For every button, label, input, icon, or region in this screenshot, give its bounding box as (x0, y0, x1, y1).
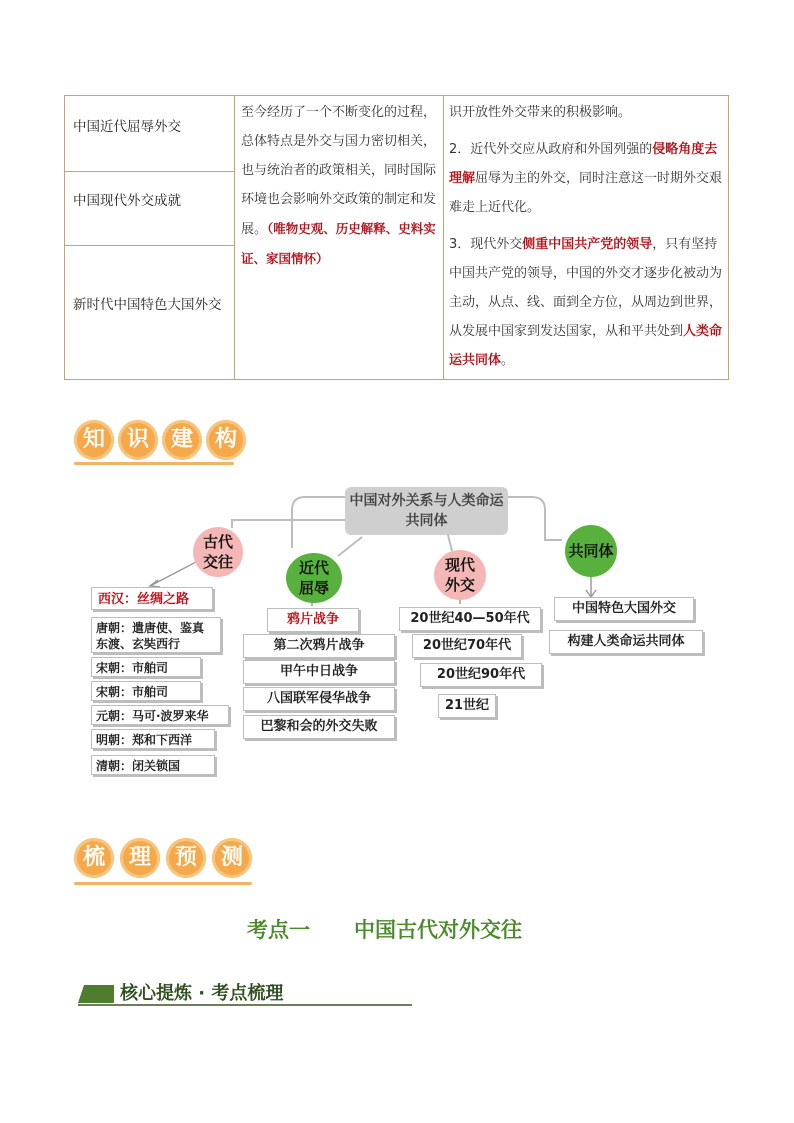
core-header-tab-icon (78, 985, 114, 1003)
branch-modern-humiliation: 近代屈辱 (286, 553, 342, 603)
humiliation-item-eight-nation: 八国联军侵华战争 (243, 687, 395, 711)
banner-char: 理 (120, 838, 160, 878)
ancient-item-yuan: 元朝：马可·波罗来华 (91, 705, 229, 725)
table-row-divider (65, 171, 234, 172)
humiliation-item-sino-japanese-war: 甲午中日战争 (243, 660, 395, 684)
banner-underline (74, 882, 252, 885)
community-item-shared-future: 构建人类命运共同体 (549, 630, 703, 654)
contemporary-item-21st: 21世纪 (438, 694, 496, 718)
contemporary-item-1970s: 20世纪70年代 (412, 634, 522, 658)
ancient-item-tang: 唐朝：遣唐使、鉴真 东渡、玄奘西行 (91, 617, 221, 653)
kaodian-title: 中国古代对外交往 (354, 918, 522, 942)
community-item-major-country: 中国特色大国外交 (554, 597, 694, 621)
banner-char: 预 (166, 838, 206, 878)
table-divider (443, 96, 444, 379)
table-cell-modern-humiliation: 中国近代屈辱外交 (73, 119, 181, 135)
banner-char: 梳 (74, 838, 114, 878)
table-divider (234, 96, 235, 379)
banner-char: 测 (212, 838, 252, 878)
table-cell-modern-achievements: 中国现代外交成就 (73, 193, 181, 209)
branch-ancient: 古代交往 (193, 527, 243, 577)
banner-underline (74, 462, 234, 465)
note-3: 3．现代外交侧重中国共产党的领导，只有坚持中国共产党的领导，中国的外交才逐步化被动为主动，从点、线、面到全方位，从周边到世界，从发展中国家到发达国家，从和平共处到人类命运共同体。 (449, 237, 723, 368)
humiliation-item-opium-war: 鸦片战争 (267, 608, 359, 632)
section-banner-review (74, 836, 264, 882)
overview-text: 至今经历了一个不断变化的过程，总体特点是外交与国力密切相关，也与统治者的政策相关，同时国际环境也会影响外交政策的制定和发展。 (241, 105, 437, 237)
banner-char: 识 (118, 420, 158, 460)
ancient-item-ming: 明朝：郑和下西洋 (91, 729, 215, 749)
contemporary-item-1990s: 20世纪90年代 (420, 663, 542, 687)
banner-char: 知 (74, 420, 114, 460)
banner-char: 建 (162, 420, 202, 460)
core-header-underline (78, 1004, 412, 1006)
ancient-item-song-2: 宋朝：市舶司 (91, 681, 201, 701)
table-cell-notes (449, 98, 725, 377)
table-row-divider (65, 245, 234, 246)
contemporary-item-1940s: 20世纪40—50年代 (399, 607, 541, 631)
humiliation-item-second-opium-war: 第二次鸦片战争 (243, 634, 395, 658)
table-cell-new-era-diplomacy: 新时代中国特色大国外交 (73, 297, 222, 313)
humiliation-item-paris-conference: 巴黎和会的外交失败 (243, 715, 395, 739)
note-2: 2．近代外交应从政府和外国列强的侵略角度去理解屈辱为主的外交，同时注意这一时期外交艰难走上近代化。 (449, 142, 723, 215)
ancient-item-silk-road: 西汉：丝绸之路 (91, 587, 213, 610)
branch-contemporary: 现代外交 (434, 550, 486, 600)
overview-literacy: （唯物史观、历史解释、史料实证、家国情怀） (241, 221, 436, 266)
kaodian-label: 考点一 (247, 918, 310, 942)
ancient-item-song-1: 宋朝：市舶司 (91, 657, 201, 677)
table-cell-overview (241, 98, 439, 274)
branch-community: 共同体 (565, 525, 617, 577)
note-1: 识开放性外交带来的积极影响。 (449, 105, 632, 120)
section-banner-knowledge (74, 418, 254, 464)
banner-char: 构 (206, 420, 246, 460)
mindmap-center: 中国对外关系与人类命运共同体 (345, 487, 508, 535)
core-header-title: 核心提炼 · 考点梳理 (120, 983, 284, 1004)
ancient-item-qing: 清朝：闭关锁国 (91, 755, 215, 775)
summary-table (64, 95, 729, 380)
